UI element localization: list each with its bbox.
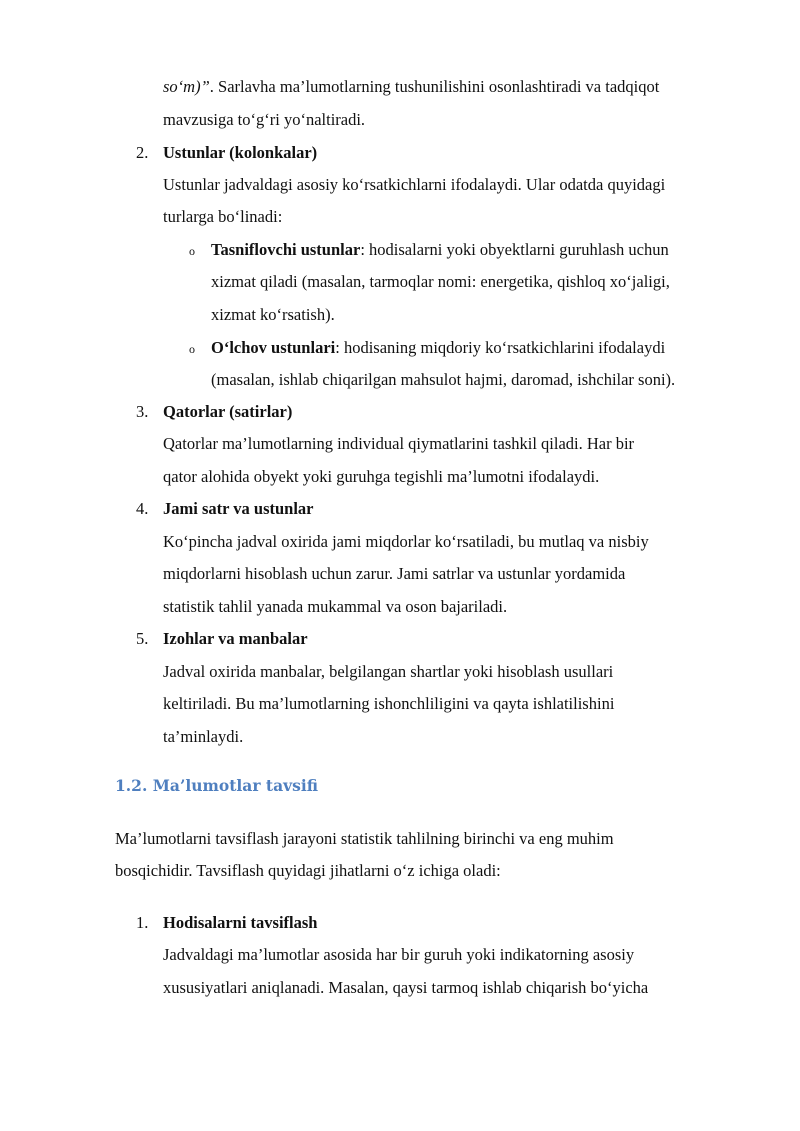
sub-item-line bbox=[211, 337, 665, 359]
list-item-title: Izohlar va manbalar bbox=[163, 629, 308, 648]
list-item-title: Jami satr va ustunlar bbox=[163, 499, 314, 518]
list-item-title: Hodisalarni tavsiflash bbox=[163, 913, 318, 932]
intro-line-2: mavzusiga to‘g‘ri yo‘naltiradi. bbox=[163, 110, 366, 129]
bullet-icon: o bbox=[189, 342, 195, 356]
list-item-text: Jadval oxirida manbalar, belgilangan shartlar yoki hisoblash usullari bbox=[163, 662, 614, 681]
list-item-title: Ustunlar (kolonkalar) bbox=[163, 143, 318, 162]
section-heading: 1.2. Ma’lumotlar tavsifi bbox=[115, 776, 318, 795]
paragraph-line: bosqichidir. Tavsiflash quyidagi jihatlarni o‘z ichiga oladi: bbox=[115, 861, 501, 880]
list-item-number: 1. bbox=[136, 913, 149, 932]
list-item-text: Ko‘pincha jadval oxirida jami miqdorlar ko‘rsatiladi, bu mutlaq va nisbiy bbox=[163, 532, 649, 551]
list-item-title: Qatorlar (satirlar) bbox=[163, 402, 293, 421]
bullet-icon: o bbox=[189, 244, 195, 258]
intro-line-1-text: . Sarlavha ma’lumotlarning tushunilishini osonlashtiradi va tadqiqot bbox=[209, 77, 660, 96]
sub-item-text: : hodisaning miqdoriy ko‘rsatkichlarini ifodalaydi bbox=[335, 338, 666, 357]
sub-item-term: O‘lchov ustunlari bbox=[211, 338, 336, 357]
sub-item-text: : hodisalarni yoki obyektlarni guruhlash uchun bbox=[360, 240, 669, 259]
paragraph-line: Ma’lumotlarni tavsiflash jarayoni statistik tahlilning birinchi va eng muhim bbox=[115, 829, 614, 848]
list-item-text: qator alohida obyekt yoki guruhga tegishli ma’lumotni ifodalaydi. bbox=[163, 467, 600, 486]
list-item-text: turlarga bo‘linadi: bbox=[163, 207, 283, 226]
list-item-number: 3. bbox=[136, 402, 149, 421]
sub-item-term: Tasniflovchi ustunlar bbox=[211, 240, 361, 259]
sub-item-text: xizmat ko‘rsatish). bbox=[211, 305, 335, 324]
list-item-text: xususiyatlari aniqlanadi. Masalan, qaysi tarmoq ishlab chiqarish bo‘yicha bbox=[163, 978, 649, 997]
list-item-text: Qatorlar ma’lumotlarning individual qiymatlarini tashkil qiladi. Har bir bbox=[163, 434, 635, 453]
intro-italic-fragment: so‘m)” bbox=[163, 77, 210, 96]
list-item-text: miqdorlarni hisoblash uchun zarur. Jami satrlar va ustunlar yordamida bbox=[163, 564, 626, 583]
list-item-text: Ustunlar jadvaldagi asosiy ko‘rsatkichlarni ifodalaydi. Ular odatda quyidagi bbox=[163, 175, 666, 194]
intro-line-1 bbox=[163, 76, 659, 98]
list-item-text: keltiriladi. Bu ma’lumotlarning ishonchliligini va qayta ishlatilishini bbox=[163, 694, 615, 713]
sub-item-text: xizmat qiladi (masalan, tarmoqlar nomi: energetika, qishloq xo‘jaligi, bbox=[211, 272, 670, 291]
list-item-text: Jadvaldagi ma’lumotlar asosida har bir guruh yoki indikatorning asosiy bbox=[163, 945, 635, 964]
sub-item-text: (masalan, ishlab chiqarilgan mahsulot hajmi, daromad, ishchilar soni). bbox=[211, 370, 676, 389]
list-item-number: 2. bbox=[136, 143, 149, 162]
list-item-text: statistik tahlil yanada mukammal va oson bajariladi. bbox=[163, 597, 508, 616]
list-item-number: 5. bbox=[136, 629, 149, 648]
list-item-number: 4. bbox=[136, 499, 149, 518]
sub-item-line bbox=[211, 239, 669, 261]
list-item-text: ta’minlaydi. bbox=[163, 727, 244, 746]
